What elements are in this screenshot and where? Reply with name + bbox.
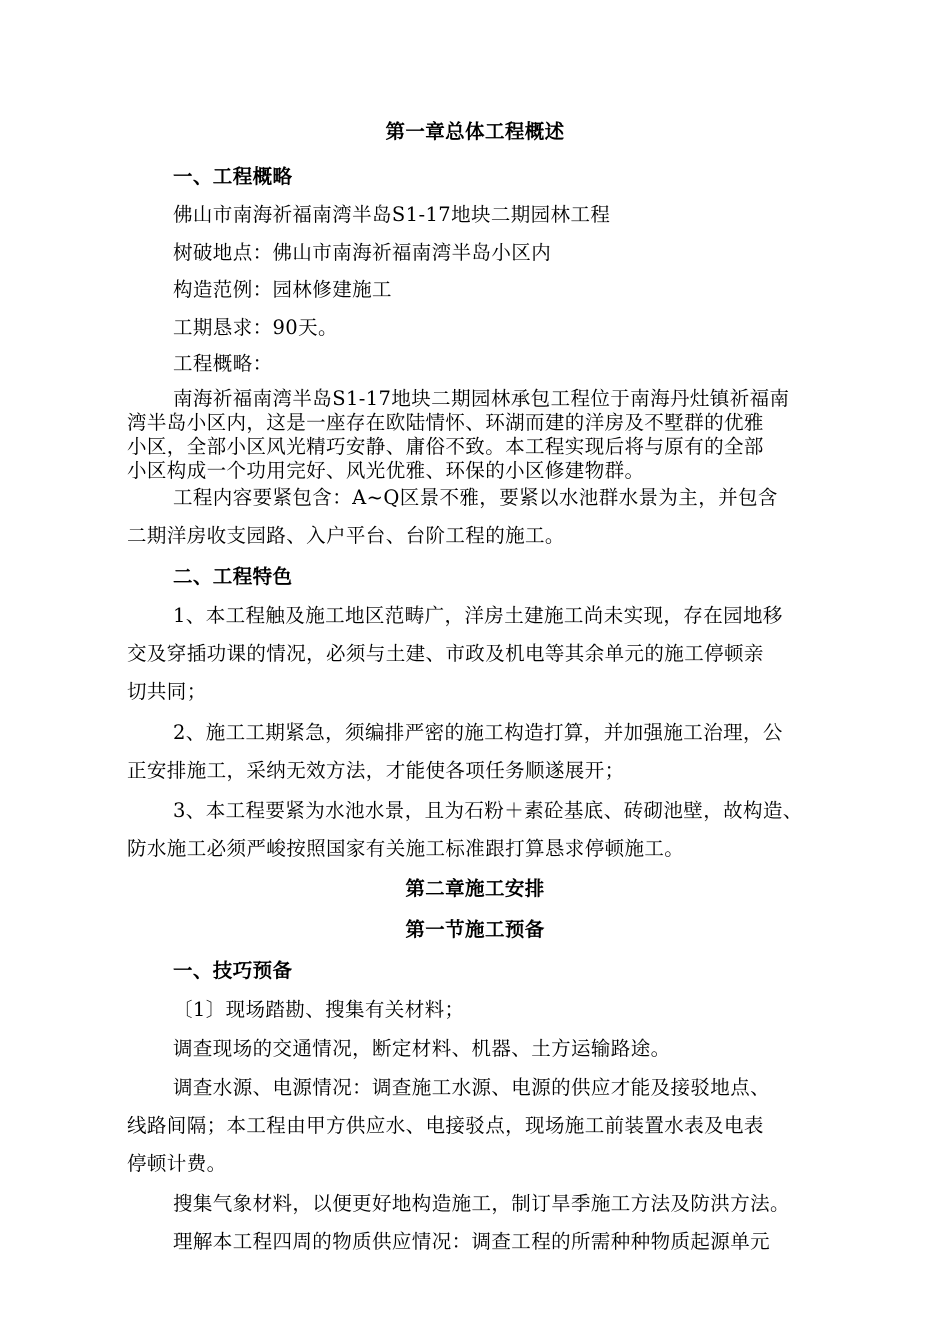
feature-3-line: 防水施工必须严峻按照国家有关施工标准跟打算恳求停顿施工。: [127, 837, 685, 860]
prep-paragraph: 理解本工程四周的物质供应情况：调查工程的所需种种物质起源单元: [173, 1230, 771, 1253]
project-scope: 构造范例：园林修建施工: [173, 278, 392, 301]
feature-3-line: 3、本工程要紧为水池水景，且为石粉＋素砼基底、砖砌池壁，故构造、: [173, 799, 803, 822]
prep-paragraph: 搜集气象材料，以便更好地构造施工，制订旱季施工方法及防洪方法。: [173, 1192, 790, 1215]
feature-2-line: 2、施工工期紧急，须编排严密的施工构造打算，并加强施工治理，公: [173, 721, 783, 744]
prep-paragraph-line: 调查水源、电源情况：调查施工水源、电源的供应才能及接驳地点、: [173, 1076, 771, 1099]
prep-paragraph-line: 停顿计费。: [127, 1152, 227, 1175]
section-1-title: 第一节施工预备: [405, 918, 545, 941]
content-line: 二期洋房收支园路、入户平台、台阶工程的施工。: [127, 524, 565, 547]
prep-item-1: 〔1〕现场踏勘、搜集有关材料；: [173, 998, 465, 1021]
feature-1-line: 交及穿插功课的情况，必须与土建、市政及机电等其余单元的施工停顿亲: [127, 642, 764, 665]
overview-line: 小区，全部小区风光精巧安静、庸俗不致。本工程实现后将与原有的全部: [127, 435, 764, 458]
feature-1-line: 1、本工程触及施工地区范畴广，洋房土建施工尚未实现，存在园地移: [173, 604, 783, 627]
section-heading-features: 二、工程特色: [173, 565, 293, 588]
project-duration: 工期恳求：90天。: [173, 316, 338, 339]
section-heading-overview: 一、工程概略: [173, 165, 293, 188]
overview-label: 工程概略：: [173, 352, 273, 375]
project-name: 佛山市南海祈福南湾半岛S1-17地块二期园林工程: [173, 203, 611, 226]
prep-paragraph-line: 线路间隔；本工程由甲方供应水、电接驳点，现场施工前装置水表及电表: [127, 1114, 764, 1137]
chapter-1-title: 第一章总体工程概述: [385, 120, 565, 143]
overview-line: 南海祈福南湾半岛S1-17地块二期园林承包工程位于南海丹灶镇祈福南: [173, 387, 790, 410]
subsection-heading-tech-prep: 一、技巧预备: [173, 959, 293, 982]
overview-line: 小区构成一个功用完好、风光优雅、环保的小区修建物群。: [127, 459, 645, 482]
feature-1-line: 切共同；: [127, 680, 207, 703]
project-location: 树破地点：佛山市南海祈福南湾半岛小区内: [173, 241, 552, 264]
prep-paragraph: 调查现场的交通情况，断定材料、机器、土方运输路途。: [173, 1037, 671, 1060]
feature-2-line: 正安排施工，采纳无效方法，才能使各项任务顺遂展开；: [127, 759, 625, 782]
content-line: 工程内容要紧包含：A~Q区景不雅，要紧以水池群水景为主，并包含: [173, 486, 778, 509]
overview-line: 湾半岛小区内，这是一座存在欧陆情怀、环湖而建的洋房及不墅群的优雅: [127, 411, 764, 434]
chapter-2-title: 第二章施工安排: [405, 877, 545, 900]
